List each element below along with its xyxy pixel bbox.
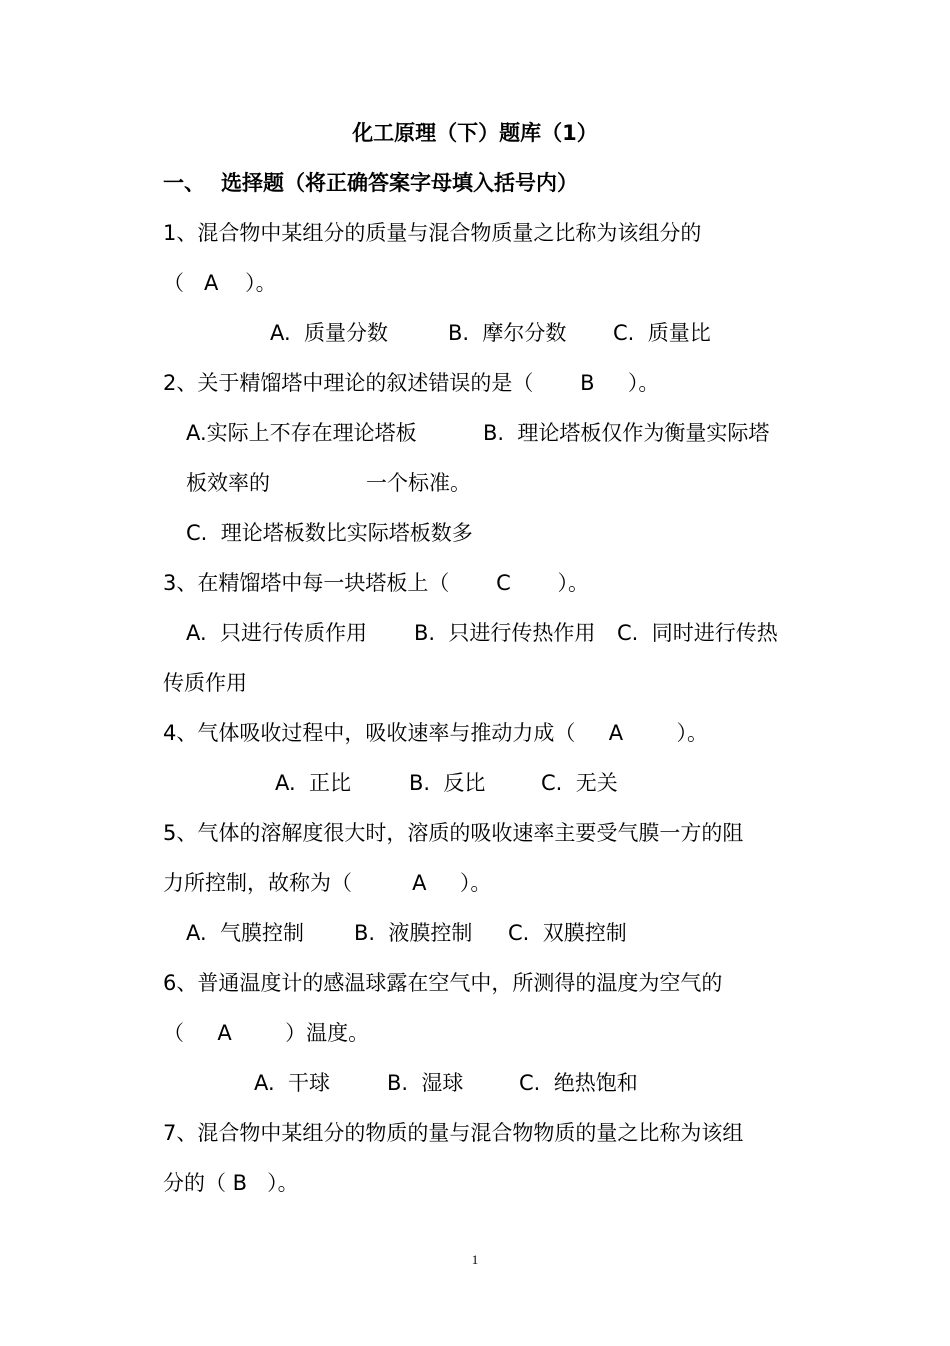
option-b: B. 湿球 [387,1071,464,1095]
option-a: A.实际上不存在理论塔板 [186,421,417,445]
option-b-continued: 板效率的 [186,471,270,495]
option-b: B. 只进行传热作用 [414,621,596,645]
question-6-line-2: （ A ）温度。 [163,1021,370,1045]
option-b: B. 理论塔板仅作为衡量实际塔 [483,421,770,445]
document-title: 化工原理（下）题库（1） [352,121,598,145]
option-a: A. 干球 [254,1071,331,1095]
question-7-line-1: 7、混合物中某组分的物质的量与混合物物质的量之比称为该组 [163,1121,744,1145]
option-c-continued: 传质作用 [163,671,247,695]
question-5-line-2: 力所控制，故称为（ A ）。 [163,871,492,895]
option-c: C. 绝热饱和 [519,1071,638,1095]
option-a: A. 气膜控制 [186,921,305,945]
question-2-line-1: 2、关于精馏塔中理论的叙述错误的是（ B ）。 [163,371,660,395]
question-1-line-1: 1、混合物中某组分的质量与混合物质量之比称为该组分的 [163,221,702,245]
question-7-line-2: 分的（ B ）。 [163,1171,299,1195]
section-heading-text: 选择题（将正确答案字母填入括号内） [221,171,578,195]
option-c: C. 理论塔板数比实际塔板数多 [186,521,473,545]
question-6-line-1: 6、普通温度计的感温球露在空气中，所测得的温度为空气的 [163,971,723,995]
option-b-continued-2: 一个标准。 [366,471,471,495]
section-heading [163,168,578,198]
option-a: A. 只进行传质作用 [186,621,368,645]
page-number: 1 [471,1252,479,1267]
option-c: C. 无关 [541,771,618,795]
question-5-line-1: 5、气体的溶解度很大时，溶质的吸收速率主要受气膜一方的阻 [163,821,744,845]
option-b: B. 液膜控制 [354,921,473,945]
option-c: C. 同时进行传热 [617,621,778,645]
option-b: B. 反比 [409,771,486,795]
section-number: 一、 [163,171,205,195]
option-a: A. 正比 [275,771,352,795]
option-c: C. 质量比 [613,321,711,345]
question-4-line-1: 4、气体吸收过程中，吸收速率与推动力成（ A ）。 [163,721,709,745]
option-a: A. 质量分数 [270,321,389,345]
question-3-line-1: 3、在精馏塔中每一块塔板上（ C ）。 [163,571,589,595]
option-c: C. 双膜控制 [508,921,627,945]
option-b: B. 摩尔分数 [448,321,567,345]
question-1-line-2: （ A ）。 [163,271,277,295]
